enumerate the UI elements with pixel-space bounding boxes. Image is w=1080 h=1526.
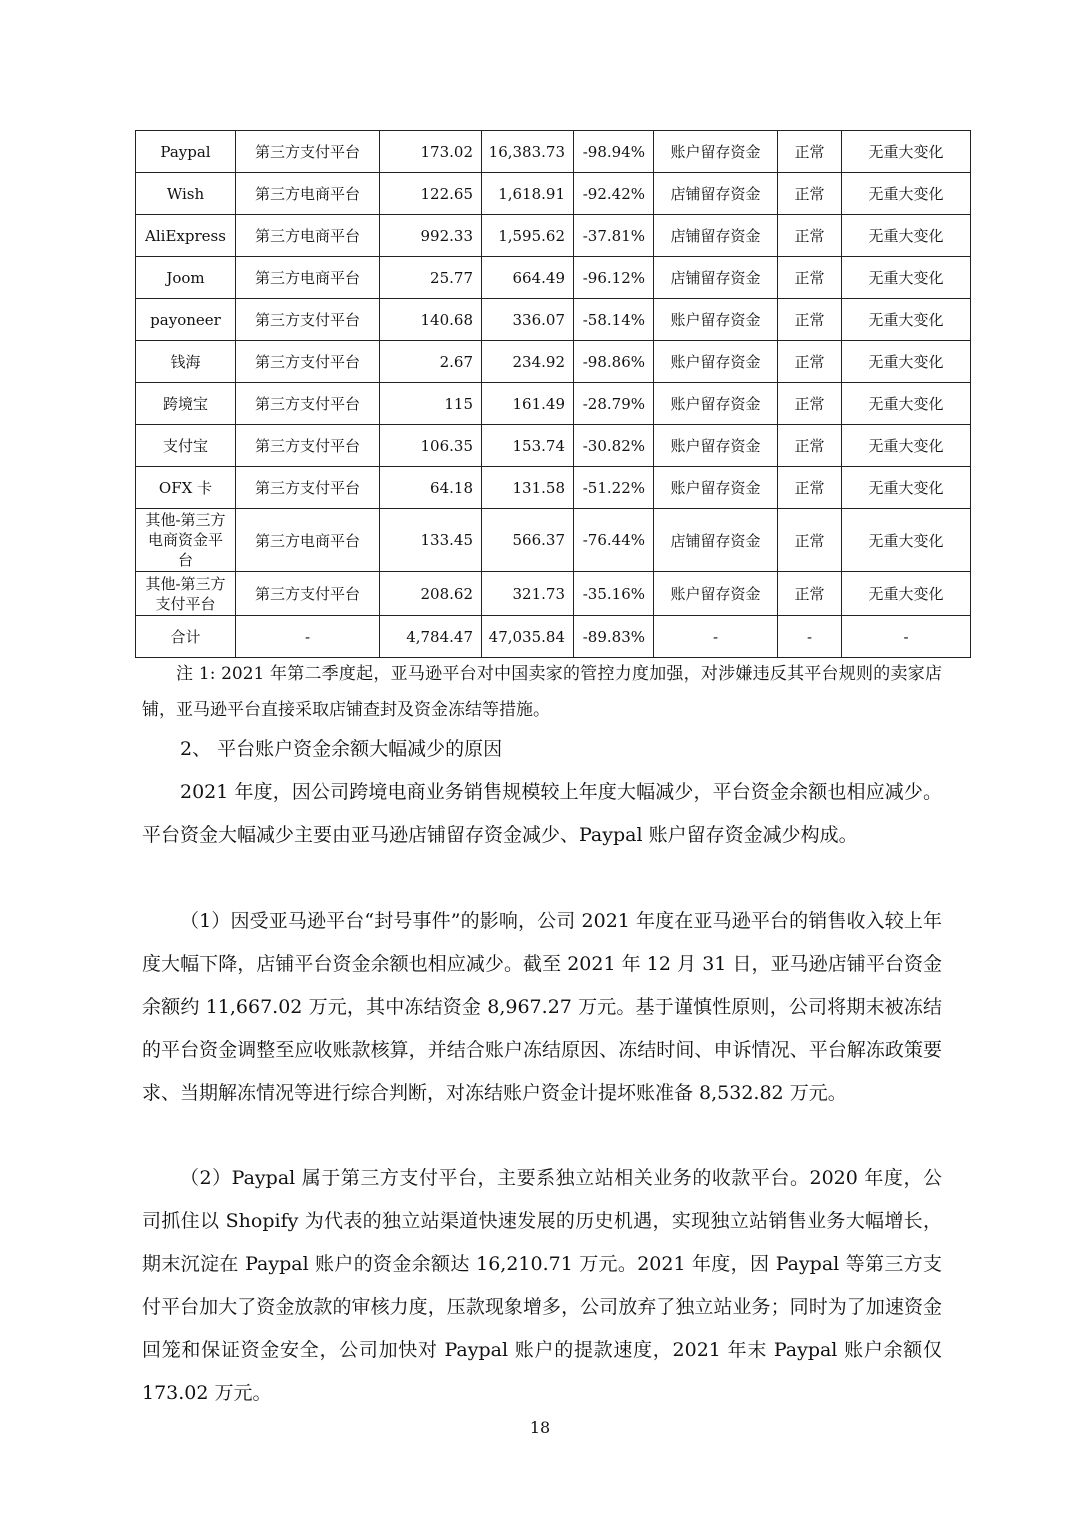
platform-name-cell: 钱海 (136, 341, 236, 383)
change-pct-cell: -51.22% (574, 467, 654, 509)
prior-balance-cell: 1,618.91 (482, 173, 574, 215)
platform-name-cell: 跨境宝 (136, 383, 236, 425)
status-cell: 正常 (778, 299, 842, 341)
platform-name-cell: AliExpress (136, 215, 236, 257)
prior-balance-cell: 153.74 (482, 425, 574, 467)
change-pct-cell: -58.14% (574, 299, 654, 341)
change-cell: 无重大变化 (842, 572, 971, 616)
platform-type-cell: 第三方支付平台 (236, 341, 380, 383)
fund-nature-cell: 账户留存资金 (654, 572, 778, 616)
table-row (136, 572, 971, 616)
prior-balance-cell: 336.07 (482, 299, 574, 341)
prior-balance-cell: 131.58 (482, 467, 574, 509)
change-pct-cell: -76.44% (574, 509, 654, 572)
fund-nature-cell: 账户留存资金 (654, 341, 778, 383)
fund-nature-cell: 账户留存资金 (654, 383, 778, 425)
change-pct-cell: -98.86% (574, 341, 654, 383)
platform-type-cell: 第三方电商平台 (236, 509, 380, 572)
prior-balance-cell: 234.92 (482, 341, 574, 383)
total-type-cell: - (236, 616, 380, 658)
change-cell: 无重大变化 (842, 341, 971, 383)
status-cell: 正常 (778, 215, 842, 257)
platform-type-cell: 第三方支付平台 (236, 572, 380, 616)
fund-nature-cell: 店铺留存资金 (654, 173, 778, 215)
section-heading: 2、 平台账户资金余额大幅减少的原因 (180, 738, 503, 760)
fund-nature-cell: 账户留存资金 (654, 299, 778, 341)
change-pct-cell: -28.79% (574, 383, 654, 425)
change-cell: 无重大变化 (842, 131, 971, 173)
change-pct-cell: -96.12% (574, 257, 654, 299)
status-cell: 正常 (778, 425, 842, 467)
fund-nature-cell: 店铺留存资金 (654, 257, 778, 299)
table-row (136, 509, 971, 572)
platform-name-cell: 支付宝 (136, 425, 236, 467)
current-balance-cell: 64.18 (380, 467, 482, 509)
fund-nature-cell: 账户留存资金 (654, 131, 778, 173)
platform-type-cell: 第三方电商平台 (236, 173, 380, 215)
current-balance-cell: 208.62 (380, 572, 482, 616)
fund-nature-cell: 账户留存资金 (654, 425, 778, 467)
platform-name-cell: 其他-第三方电商资金平台 (136, 509, 236, 572)
platform-type-cell: 第三方支付平台 (236, 425, 380, 467)
platform-type-cell: 第三方支付平台 (236, 383, 380, 425)
status-cell: 正常 (778, 173, 842, 215)
change-pct-cell: -92.42% (574, 173, 654, 215)
page-number: 18 (529, 1418, 551, 1437)
table-row (136, 215, 971, 257)
total-label-cell: 合计 (136, 616, 236, 658)
status-cell: 正常 (778, 257, 842, 299)
prior-balance-cell: 16,383.73 (482, 131, 574, 173)
change-cell: 无重大变化 (842, 299, 971, 341)
status-cell: 正常 (778, 467, 842, 509)
change-cell: 无重大变化 (842, 215, 971, 257)
platform-funds-table (135, 130, 971, 658)
current-balance-cell: 2.67 (380, 341, 482, 383)
fund-nature-cell: 账户留存资金 (654, 467, 778, 509)
platform-type-cell: 第三方支付平台 (236, 299, 380, 341)
table-row (136, 425, 971, 467)
change-pct-cell: -30.82% (574, 425, 654, 467)
total-status-cell: - (778, 616, 842, 658)
platform-type-cell: 第三方支付平台 (236, 131, 380, 173)
prior-balance-cell: 566.37 (482, 509, 574, 572)
platform-name-cell: payoneer (136, 299, 236, 341)
platform-name-cell: Wish (136, 173, 236, 215)
current-balance-cell: 25.77 (380, 257, 482, 299)
current-balance-cell: 115 (380, 383, 482, 425)
total-current-cell: 4,784.47 (380, 616, 482, 658)
change-cell: 无重大变化 (842, 425, 971, 467)
status-cell: 正常 (778, 383, 842, 425)
status-cell: 正常 (778, 341, 842, 383)
platform-name-cell: Paypal (136, 131, 236, 173)
status-cell: 正常 (778, 509, 842, 572)
fund-nature-cell: 店铺留存资金 (654, 509, 778, 572)
table-row (136, 383, 971, 425)
platform-name-cell: OFX 卡 (136, 467, 236, 509)
change-pct-cell: -37.81% (574, 215, 654, 257)
paragraph: （2）Paypal 属于第三方支付平台，主要系独立站相关业务的收款平台。2020 年度，公司抓住以 Shopify 为代表的独立站渠道快速发展的历史机遇，实现独立站销售业务大幅增长，期末沉淀在 Paypal 账户的资金余额达 16,210.71 万元。2021 年度，因 Paypal 等第三方支付平台加大了资金放款的审核力度，压款现象增多，公司放弃了独立站业务；同时为了加速资金回笼和保证资金安全，公司加快对 Paypal 账户的提款速度，2021 年末 Paypal 账户余额仅 173.02 万元。 (142, 1167, 942, 1404)
change-pct-cell: -35.16% (574, 572, 654, 616)
change-pct-cell: -98.94% (574, 131, 654, 173)
platform-type-cell: 第三方支付平台 (236, 467, 380, 509)
current-balance-cell: 122.65 (380, 173, 482, 215)
current-balance-cell: 173.02 (380, 131, 482, 173)
total-nature-cell: - (654, 616, 778, 658)
prior-balance-cell: 321.73 (482, 572, 574, 616)
table-row (136, 131, 971, 173)
platform-name-cell: 其他-第三方支付平台 (136, 572, 236, 616)
current-balance-cell: 992.33 (380, 215, 482, 257)
change-cell: 无重大变化 (842, 467, 971, 509)
table-row (136, 341, 971, 383)
platform-type-cell: 第三方电商平台 (236, 215, 380, 257)
table-row (136, 467, 971, 509)
total-change-cell: - (842, 616, 971, 658)
change-cell: 无重大变化 (842, 257, 971, 299)
platform-type-cell: 第三方电商平台 (236, 257, 380, 299)
table-row (136, 299, 971, 341)
status-cell: 正常 (778, 131, 842, 173)
table-total-row (136, 616, 971, 658)
prior-balance-cell: 664.49 (482, 257, 574, 299)
total-pct-cell: -89.83% (574, 616, 654, 658)
paragraph: 2021 年度，因公司跨境电商业务销售规模较上年度大幅减少，平台资金余额也相应减少。平台资金大幅减少主要由亚马逊店铺留存资金减少、Paypal 账户留存资金减少构成。 (142, 781, 942, 846)
current-balance-cell: 106.35 (380, 425, 482, 467)
change-cell: 无重大变化 (842, 383, 971, 425)
fund-nature-cell: 店铺留存资金 (654, 215, 778, 257)
total-prior-cell: 47,035.84 (482, 616, 574, 658)
change-cell: 无重大变化 (842, 509, 971, 572)
status-cell: 正常 (778, 572, 842, 616)
paragraph: （1）因受亚马逊平台“封号事件”的影响，公司 2021 年度在亚马逊平台的销售收入较上年度大幅下降，店铺平台资金余额也相应减少。截至 2021 年 12 月 31 日，亚马逊店铺平台资金余额约 11,667.02 万元，其中冻结资金 8,967.27 万元。基于谨慎性原则，公司将期末被冻结的平台资金调整至应收账款核算，并结合账户冻结原因、冻结时间、申诉情况、平台解冻政策要求、当期解冻情况等进行综合判断，对冻结账户资金计提坏账准备 8,532.82 万元。 (142, 910, 942, 1104)
table-row (136, 257, 971, 299)
change-cell: 无重大变化 (842, 173, 971, 215)
current-balance-cell: 133.45 (380, 509, 482, 572)
table-row (136, 173, 971, 215)
platform-name-cell: Joom (136, 257, 236, 299)
prior-balance-cell: 161.49 (482, 383, 574, 425)
table-note: 注 1: 2021 年第二季度起，亚马逊平台对中国卖家的管控力度加强，对涉嫌违反其平台规则的卖家店铺，亚马逊平台直接采取店铺查封及资金冻结等措施。 (142, 664, 942, 720)
prior-balance-cell: 1,595.62 (482, 215, 574, 257)
current-balance-cell: 140.68 (380, 299, 482, 341)
